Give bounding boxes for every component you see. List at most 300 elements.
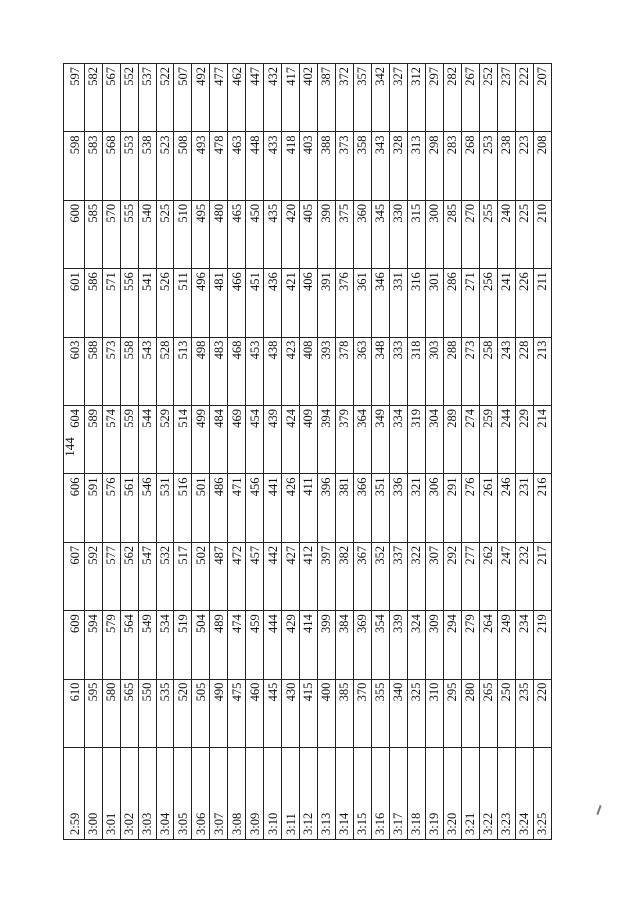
value-cell: 573 xyxy=(102,337,120,405)
time-cell: 3:05 xyxy=(174,748,192,840)
value-cell: 565 xyxy=(120,679,138,747)
table-row xyxy=(102,64,120,840)
value-cell: 231 xyxy=(515,474,533,542)
value-cell: 474 xyxy=(228,611,246,679)
value-cell: 540 xyxy=(138,200,156,268)
page-number: 144 xyxy=(62,437,77,457)
value-cell: 240 xyxy=(497,200,515,268)
value-cell: 397 xyxy=(318,542,336,610)
value-cell: 588 xyxy=(84,337,102,405)
time-cell: 3:24 xyxy=(515,748,533,840)
value-cell: 460 xyxy=(246,679,264,747)
value-cell: 477 xyxy=(210,64,228,132)
value-cell: 606 xyxy=(64,474,85,542)
value-cell: 342 xyxy=(372,64,390,132)
table-row xyxy=(354,64,372,840)
value-cell: 547 xyxy=(138,542,156,610)
value-cell: 327 xyxy=(390,64,408,132)
table-row xyxy=(64,64,85,840)
value-cell: 499 xyxy=(192,406,210,474)
time-cell: 3:08 xyxy=(228,748,246,840)
value-cell: 609 xyxy=(64,611,85,679)
value-cell: 549 xyxy=(138,611,156,679)
table-row xyxy=(120,64,138,840)
time-cell: 3:15 xyxy=(354,748,372,840)
value-cell: 210 xyxy=(533,200,551,268)
time-cell: 3:03 xyxy=(138,748,156,840)
value-cell: 247 xyxy=(497,542,515,610)
value-cell: 484 xyxy=(210,406,228,474)
value-cell: 271 xyxy=(461,269,479,337)
value-cell: 525 xyxy=(156,200,174,268)
value-cell: 604 xyxy=(64,406,85,474)
value-cell: 505 xyxy=(192,679,210,747)
value-cell: 448 xyxy=(246,132,264,200)
value-cell: 330 xyxy=(390,200,408,268)
value-cell: 346 xyxy=(372,269,390,337)
value-cell: 264 xyxy=(479,611,497,679)
value-cell: 331 xyxy=(390,269,408,337)
value-cell: 222 xyxy=(515,64,533,132)
value-cell: 364 xyxy=(354,406,372,474)
time-cell: 3:10 xyxy=(264,748,282,840)
value-cell: 396 xyxy=(318,474,336,542)
table-row xyxy=(461,64,479,840)
value-cell: 577 xyxy=(102,542,120,610)
value-cell: 250 xyxy=(497,679,515,747)
value-cell: 367 xyxy=(354,542,372,610)
value-cell: 229 xyxy=(515,406,533,474)
value-cell: 508 xyxy=(174,132,192,200)
value-cell: 457 xyxy=(246,542,264,610)
value-cell: 312 xyxy=(408,64,426,132)
value-cell: 280 xyxy=(461,679,479,747)
value-cell: 234 xyxy=(515,611,533,679)
value-cell: 459 xyxy=(246,611,264,679)
value-cell: 471 xyxy=(228,474,246,542)
value-cell: 526 xyxy=(156,269,174,337)
value-cell: 580 xyxy=(102,679,120,747)
value-cell: 228 xyxy=(515,337,533,405)
value-cell: 483 xyxy=(210,337,228,405)
value-cell: 390 xyxy=(318,200,336,268)
value-cell: 226 xyxy=(515,269,533,337)
value-cell: 465 xyxy=(228,200,246,268)
value-cell: 421 xyxy=(282,269,300,337)
value-cell: 447 xyxy=(246,64,264,132)
value-cell: 301 xyxy=(426,269,444,337)
value-cell: 268 xyxy=(461,132,479,200)
value-cell: 469 xyxy=(228,406,246,474)
value-cell: 237 xyxy=(497,64,515,132)
value-cell: 286 xyxy=(444,269,462,337)
value-cell: 544 xyxy=(138,406,156,474)
value-cell: 537 xyxy=(138,64,156,132)
value-cell: 304 xyxy=(426,406,444,474)
value-cell: 571 xyxy=(102,269,120,337)
value-cell: 379 xyxy=(336,406,354,474)
value-cell: 253 xyxy=(479,132,497,200)
table-row xyxy=(372,64,390,840)
value-cell: 324 xyxy=(408,611,426,679)
value-cell: 375 xyxy=(336,200,354,268)
value-cell: 370 xyxy=(354,679,372,747)
value-cell: 283 xyxy=(444,132,462,200)
value-cell: 279 xyxy=(461,611,479,679)
value-cell: 523 xyxy=(156,132,174,200)
table-row xyxy=(282,64,300,840)
value-cell: 255 xyxy=(479,200,497,268)
value-cell: 373 xyxy=(336,132,354,200)
value-cell: 328 xyxy=(390,132,408,200)
value-cell: 546 xyxy=(138,474,156,542)
value-cell: 475 xyxy=(228,679,246,747)
value-cell: 522 xyxy=(156,64,174,132)
value-cell: 361 xyxy=(354,269,372,337)
value-cell: 552 xyxy=(120,64,138,132)
value-cell: 319 xyxy=(408,406,426,474)
time-cell: 3:00 xyxy=(84,748,102,840)
value-cell: 246 xyxy=(497,474,515,542)
value-cell: 369 xyxy=(354,611,372,679)
value-cell: 402 xyxy=(300,64,318,132)
value-cell: 583 xyxy=(84,132,102,200)
value-cell: 363 xyxy=(354,337,372,405)
value-cell: 610 xyxy=(64,679,85,747)
value-cell: 439 xyxy=(264,406,282,474)
value-cell: 225 xyxy=(515,200,533,268)
value-cell: 534 xyxy=(156,611,174,679)
value-cell: 558 xyxy=(120,337,138,405)
value-cell: 516 xyxy=(174,474,192,542)
value-cell: 376 xyxy=(336,269,354,337)
value-cell: 354 xyxy=(372,611,390,679)
time-cell: 3:19 xyxy=(426,748,444,840)
time-cell: 3:13 xyxy=(318,748,336,840)
value-cell: 532 xyxy=(156,542,174,610)
score-table xyxy=(63,63,552,840)
value-cell: 385 xyxy=(336,679,354,747)
stray-mark xyxy=(596,805,601,815)
value-cell: 289 xyxy=(444,406,462,474)
table-row xyxy=(408,64,426,840)
value-cell: 216 xyxy=(533,474,551,542)
value-cell: 322 xyxy=(408,542,426,610)
value-cell: 436 xyxy=(264,269,282,337)
value-cell: 453 xyxy=(246,337,264,405)
table-row xyxy=(210,64,228,840)
value-cell: 438 xyxy=(264,337,282,405)
value-cell: 586 xyxy=(84,269,102,337)
value-cell: 382 xyxy=(336,542,354,610)
value-cell: 435 xyxy=(264,200,282,268)
value-cell: 208 xyxy=(533,132,551,200)
table-row xyxy=(318,64,336,840)
value-cell: 432 xyxy=(264,64,282,132)
table-row xyxy=(246,64,264,840)
value-cell: 589 xyxy=(84,406,102,474)
value-cell: 424 xyxy=(282,406,300,474)
value-cell: 510 xyxy=(174,200,192,268)
value-cell: 306 xyxy=(426,474,444,542)
value-cell: 276 xyxy=(461,474,479,542)
table-row xyxy=(174,64,192,840)
value-cell: 241 xyxy=(497,269,515,337)
value-cell: 595 xyxy=(84,679,102,747)
table-row xyxy=(479,64,497,840)
value-cell: 355 xyxy=(372,679,390,747)
value-cell: 249 xyxy=(497,611,515,679)
value-cell: 463 xyxy=(228,132,246,200)
value-cell: 529 xyxy=(156,406,174,474)
value-cell: 297 xyxy=(426,64,444,132)
table-row xyxy=(426,64,444,840)
table-row xyxy=(264,64,282,840)
value-cell: 258 xyxy=(479,337,497,405)
time-cell: 3:04 xyxy=(156,748,174,840)
value-cell: 259 xyxy=(479,406,497,474)
value-cell: 592 xyxy=(84,542,102,610)
value-cell: 325 xyxy=(408,679,426,747)
value-cell: 310 xyxy=(426,679,444,747)
value-cell: 528 xyxy=(156,337,174,405)
value-cell: 337 xyxy=(390,542,408,610)
value-cell: 238 xyxy=(497,132,515,200)
value-cell: 399 xyxy=(318,611,336,679)
table-row xyxy=(138,64,156,840)
time-cell: 3:12 xyxy=(300,748,318,840)
value-cell: 454 xyxy=(246,406,264,474)
value-cell: 309 xyxy=(426,611,444,679)
value-cell: 574 xyxy=(102,406,120,474)
value-cell: 406 xyxy=(300,269,318,337)
value-cell: 360 xyxy=(354,200,372,268)
value-cell: 403 xyxy=(300,132,318,200)
value-cell: 450 xyxy=(246,200,264,268)
value-cell: 340 xyxy=(390,679,408,747)
value-cell: 333 xyxy=(390,337,408,405)
value-cell: 538 xyxy=(138,132,156,200)
value-cell: 387 xyxy=(318,64,336,132)
value-cell: 564 xyxy=(120,611,138,679)
table-row xyxy=(192,64,210,840)
value-cell: 579 xyxy=(102,611,120,679)
rotated-table-container xyxy=(63,63,552,840)
time-cell: 3:02 xyxy=(120,748,138,840)
value-cell: 220 xyxy=(533,679,551,747)
time-cell: 3:25 xyxy=(533,748,551,840)
value-cell: 582 xyxy=(84,64,102,132)
value-cell: 288 xyxy=(444,337,462,405)
value-cell: 295 xyxy=(444,679,462,747)
time-cell: 3:20 xyxy=(444,748,462,840)
value-cell: 274 xyxy=(461,406,479,474)
time-cell: 3:07 xyxy=(210,748,228,840)
value-cell: 334 xyxy=(390,406,408,474)
value-cell: 414 xyxy=(300,611,318,679)
value-cell: 517 xyxy=(174,542,192,610)
value-cell: 513 xyxy=(174,337,192,405)
table-row xyxy=(515,64,533,840)
value-cell: 444 xyxy=(264,611,282,679)
value-cell: 430 xyxy=(282,679,300,747)
value-cell: 207 xyxy=(533,64,551,132)
value-cell: 466 xyxy=(228,269,246,337)
value-cell: 217 xyxy=(533,542,551,610)
value-cell: 531 xyxy=(156,474,174,542)
value-cell: 313 xyxy=(408,132,426,200)
score-table-body xyxy=(64,64,552,840)
value-cell: 541 xyxy=(138,269,156,337)
value-cell: 468 xyxy=(228,337,246,405)
value-cell: 489 xyxy=(210,611,228,679)
value-cell: 598 xyxy=(64,132,85,200)
value-cell: 594 xyxy=(84,611,102,679)
table-row xyxy=(84,64,102,840)
value-cell: 487 xyxy=(210,542,228,610)
value-cell: 433 xyxy=(264,132,282,200)
value-cell: 315 xyxy=(408,200,426,268)
value-cell: 336 xyxy=(390,474,408,542)
value-cell: 303 xyxy=(426,337,444,405)
value-cell: 357 xyxy=(354,64,372,132)
value-cell: 478 xyxy=(210,132,228,200)
time-cell: 3:18 xyxy=(408,748,426,840)
value-cell: 291 xyxy=(444,474,462,542)
value-cell: 550 xyxy=(138,679,156,747)
value-cell: 423 xyxy=(282,337,300,405)
value-cell: 568 xyxy=(102,132,120,200)
value-cell: 472 xyxy=(228,542,246,610)
value-cell: 394 xyxy=(318,406,336,474)
value-cell: 418 xyxy=(282,132,300,200)
time-cell: 3:01 xyxy=(102,748,120,840)
value-cell: 232 xyxy=(515,542,533,610)
value-cell: 507 xyxy=(174,64,192,132)
value-cell: 307 xyxy=(426,542,444,610)
value-cell: 559 xyxy=(120,406,138,474)
time-cell: 3:17 xyxy=(390,748,408,840)
value-cell: 493 xyxy=(192,132,210,200)
value-cell: 514 xyxy=(174,406,192,474)
value-cell: 408 xyxy=(300,337,318,405)
value-cell: 553 xyxy=(120,132,138,200)
time-cell: 3:11 xyxy=(282,748,300,840)
value-cell: 400 xyxy=(318,679,336,747)
value-cell: 561 xyxy=(120,474,138,542)
value-cell: 556 xyxy=(120,269,138,337)
value-cell: 270 xyxy=(461,200,479,268)
time-cell: 3:06 xyxy=(192,748,210,840)
value-cell: 567 xyxy=(102,64,120,132)
value-cell: 511 xyxy=(174,269,192,337)
time-cell: 3:09 xyxy=(246,748,264,840)
table-row xyxy=(156,64,174,840)
value-cell: 352 xyxy=(372,542,390,610)
value-cell: 214 xyxy=(533,406,551,474)
value-cell: 456 xyxy=(246,474,264,542)
value-cell: 318 xyxy=(408,337,426,405)
value-cell: 223 xyxy=(515,132,533,200)
value-cell: 501 xyxy=(192,474,210,542)
value-cell: 591 xyxy=(84,474,102,542)
value-cell: 562 xyxy=(120,542,138,610)
value-cell: 294 xyxy=(444,611,462,679)
value-cell: 381 xyxy=(336,474,354,542)
value-cell: 243 xyxy=(497,337,515,405)
value-cell: 321 xyxy=(408,474,426,542)
value-cell: 442 xyxy=(264,542,282,610)
value-cell: 316 xyxy=(408,269,426,337)
value-cell: 445 xyxy=(264,679,282,747)
value-cell: 504 xyxy=(192,611,210,679)
value-cell: 441 xyxy=(264,474,282,542)
value-cell: 462 xyxy=(228,64,246,132)
value-cell: 219 xyxy=(533,611,551,679)
value-cell: 603 xyxy=(64,337,85,405)
value-cell: 486 xyxy=(210,474,228,542)
value-cell: 393 xyxy=(318,337,336,405)
value-cell: 348 xyxy=(372,337,390,405)
value-cell: 495 xyxy=(192,200,210,268)
time-cell: 2:59 xyxy=(64,748,85,840)
value-cell: 339 xyxy=(390,611,408,679)
value-cell: 282 xyxy=(444,64,462,132)
table-row xyxy=(336,64,354,840)
value-cell: 601 xyxy=(64,269,85,337)
value-cell: 343 xyxy=(372,132,390,200)
value-cell: 415 xyxy=(300,679,318,747)
value-cell: 349 xyxy=(372,406,390,474)
time-cell: 3:22 xyxy=(479,748,497,840)
value-cell: 345 xyxy=(372,200,390,268)
value-cell: 409 xyxy=(300,406,318,474)
value-cell: 252 xyxy=(479,64,497,132)
table-row xyxy=(497,64,515,840)
value-cell: 256 xyxy=(479,269,497,337)
value-cell: 265 xyxy=(479,679,497,747)
value-cell: 235 xyxy=(515,679,533,747)
value-cell: 292 xyxy=(444,542,462,610)
value-cell: 262 xyxy=(479,542,497,610)
value-cell: 366 xyxy=(354,474,372,542)
value-cell: 429 xyxy=(282,611,300,679)
value-cell: 267 xyxy=(461,64,479,132)
value-cell: 576 xyxy=(102,474,120,542)
value-cell: 502 xyxy=(192,542,210,610)
time-cell: 3:23 xyxy=(497,748,515,840)
value-cell: 520 xyxy=(174,679,192,747)
time-cell: 3:16 xyxy=(372,748,390,840)
value-cell: 417 xyxy=(282,64,300,132)
value-cell: 451 xyxy=(246,269,264,337)
value-cell: 261 xyxy=(479,474,497,542)
value-cell: 405 xyxy=(300,200,318,268)
table-row xyxy=(533,64,551,840)
value-cell: 498 xyxy=(192,337,210,405)
value-cell: 600 xyxy=(64,200,85,268)
value-cell: 412 xyxy=(300,542,318,610)
table-row xyxy=(300,64,318,840)
value-cell: 597 xyxy=(64,64,85,132)
table-row xyxy=(444,64,462,840)
value-cell: 300 xyxy=(426,200,444,268)
value-cell: 490 xyxy=(210,679,228,747)
value-cell: 420 xyxy=(282,200,300,268)
value-cell: 519 xyxy=(174,611,192,679)
value-cell: 213 xyxy=(533,337,551,405)
value-cell: 535 xyxy=(156,679,174,747)
